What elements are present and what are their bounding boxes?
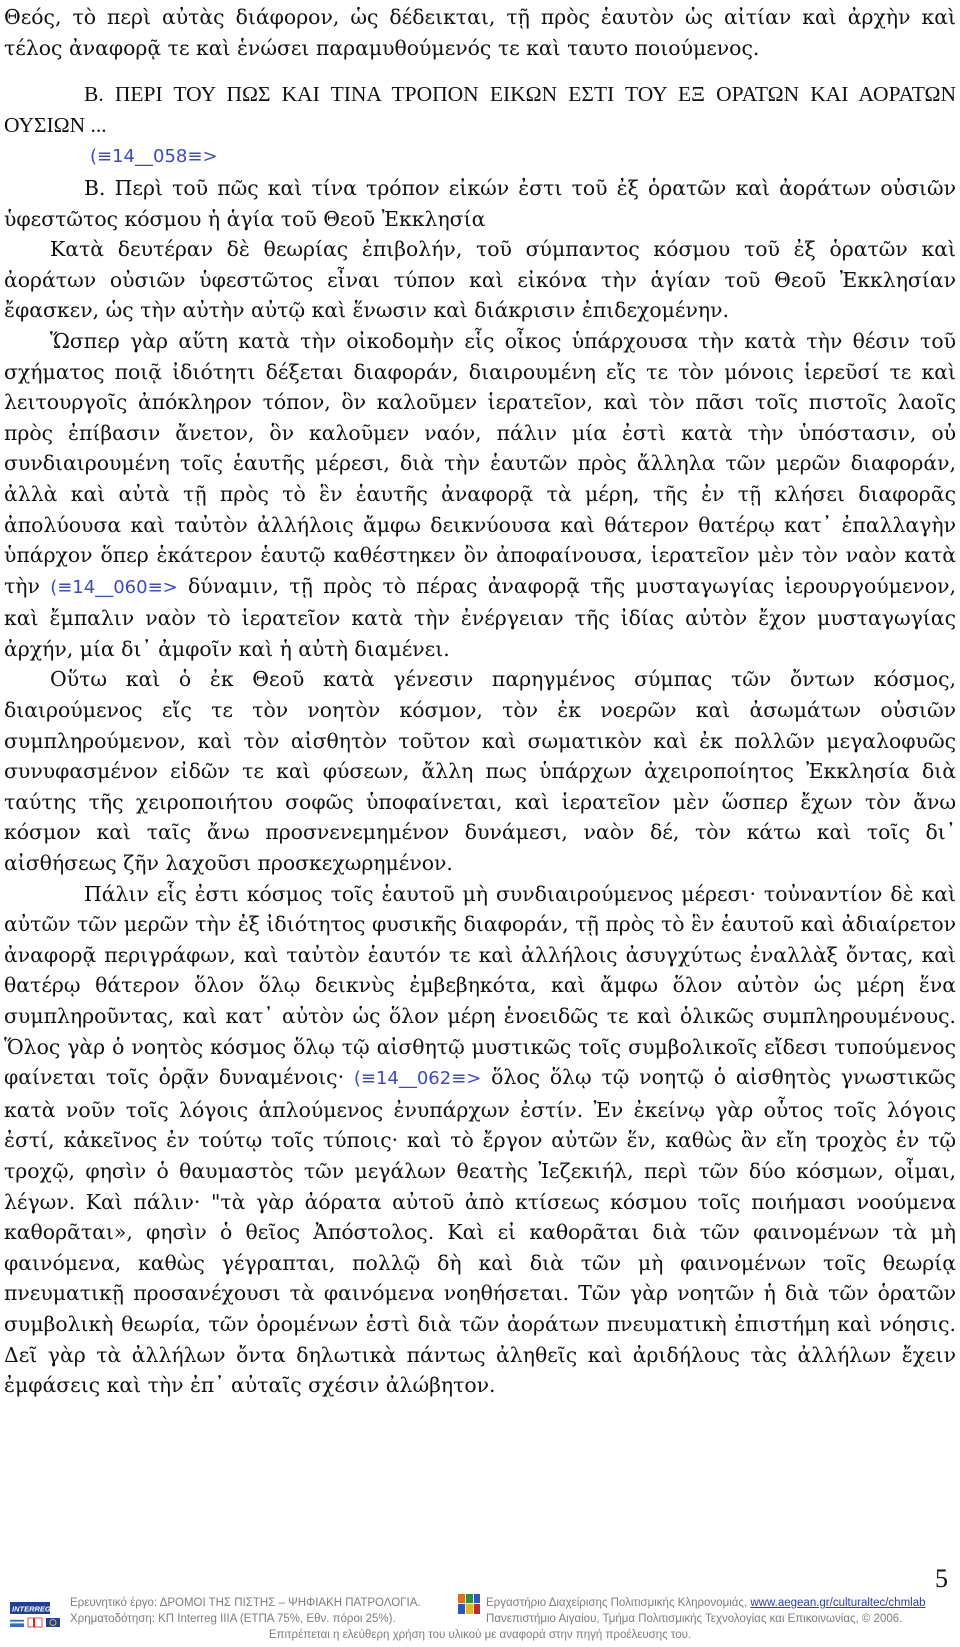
paragraph-osper [4, 326, 956, 665]
document-body [4, 2, 956, 1401]
lab-logo-icon [457, 1593, 481, 1615]
footer-lab-info [486, 1595, 926, 1627]
reference-062: (≡14__062≡> [353, 1068, 482, 1090]
paragraph-palin-part1: Πάλιν εἷς ἐστι κόσμος τοῖς ἑαυτοῦ μὴ συνδιαιρούμενος μέρεσι· τοὐναντίον δὲ καὶ αὐτῶν τῶν μερῶν τὴν ἐξ ἰδιότητος φυσικῆς διαφοράν, τῇ πρὸς τὸ ἓν ἑαυτοῦ καὶ ἀδιαίρετον ἀναφορᾷ περιγράφων, καὶ ταὐτὸν ἑαυτόν τε καὶ ἀλλήλοις ἀσυγχύτως ἐναλλὰξ ὄντας, καὶ θατέρῳ θάτερον ὅλον ὅλῳ δεικνὺς ἐμβεβηκότα, καὶ ἄμφω ὅλον αὐτὸν ὡς μέρη ἕνα συμπληροῦντας, καὶ κατ᾽ αὐτὸν ὡς ὅλον μέρη ἑνοειδῶς τε καὶ ὁλικῶς συμπληρουμένους. Ὅλος γὰρ ὁ νοητὸς κόσμος ὅλῳ τῷ αἰσθητῷ μυστικῶς τοῖς συμβολικοῖς εἴδεσι τυπούμενος φαίνεται τοῖς ὁρᾷν δυναμένοις· [4, 881, 956, 1090]
paragraph-palin [4, 879, 956, 1401]
paragraph-osper-part2: δύναμιν, τῇ πρὸς τὸ πέρας ἀναφορᾷ τῆς μυσταγωγίας ἱερουργούμενον, καὶ ἔμπαλιν ναὸν τὸ ἱερατεῖον κατὰ τὴν ἐνέργειαν τῆς ἰδίας αὐτὸν ἔχον μυσταγωγίας ἀρχήν, μία δι᾽ ἀμφοῖν καὶ ἡ αὐτὴ διαμένει. [4, 573, 956, 661]
paragraph-osper-part1: Ὥσπερ γὰρ αὕτη κατὰ τὴν οἰκοδομὴν εἷς οἶκος ὑπάρχουσα τὴν κατὰ τὴν θέσιν τοῦ σχήματος ποιᾷ ἰδιότητι δέξεται διαφοράν, διαιρουμένη εἴς τε τὸν μόνοις ἱερεῦσί τε καὶ λειτουργοῖς ἀπόκληρον τόπον, ὃν καλοῦμεν ἱερατεῖον, καὶ τὸν πᾶσι τοῖς πιστοῖς λαοῖς πρὸς ἐπίβασιν ἄνετον, ὃν καλοῦμεν ναόν, πάλιν μία ἐστὶ κατὰ τὴν ὑπόστασιν, οὐ συνδιαιρουμένη τοῖς ἑαυτῆς μέρεσι, διὰ τὴν ἑαυτῶν πρὸς ἄλληλα τῶν μερῶν διαφοράν, ἀλλὰ καὶ αὐτὰ τῇ πρὸς τὸ ἓν ἑαυτῆς ἀναφορᾷ τὰ μέρη, τῆς ἐν τῇ κλήσει διαφορᾶς ἀπολύουσα καὶ ταὐτὸν ἀλλήλοις ἄμφω δεικνύουσα καὶ θάτερον θατέρῳ κατ᾽ ἐπαλλαγὴν ὑπάρχον ὅπερ ἑκάτερον ἑαυτῷ καθέστηκεν ὂν ἀποφαίνουσα, ἱερατεῖον μὲν τὸν ναὸν κατὰ τὴν [4, 328, 956, 598]
interreg-logo-text: INTERREG III [12, 1604, 60, 1614]
paragraph-intro: Θεός, τὸ περὶ αὐτὰς διάφορον, ὡς δέδεικται, τῇ πρὸς ἑαυτὸν ὡς αἰτίαν καὶ ἀρχὴν καὶ τέλος ἀναφορᾷ τε καὶ ἑνώσει παραμυθούμενός τε καὶ ταυτο ποιούμενος. [4, 5, 956, 60]
footer-lab-name: Εργαστήριο Διαχείρισης Πολιτισμικής Κληρονομιάς, [486, 1597, 748, 1609]
section-title: Β. Περὶ τοῦ πῶς καὶ τίνα τρόπον εἰκών ἐστι τοῦ ἐξ ὁρατῶν καὶ ἀοράτων οὐσιῶν ὑφεστῶτος κόσμου ἡ ἁγία τοῦ Θεοῦ Ἐκκλησία [4, 175, 956, 231]
footer-usage-notice: Επιτρέπεται η ελεύθερη χρήση του υλικού με αναφορά στην πηγή προέλευσης του. [268, 1629, 692, 1641]
paragraph-kata: Κατὰ δευτέραν δὲ θεωρίας ἐπιβολήν, τοῦ σύμπαντος κόσμου τοῦ ἐξ ὁρατῶν καὶ ἀοράτων οὐσιῶν ὑφεστῶτος εἶναι τύπον καὶ εἰκόνα τὴν ἁγίαν τοῦ Θεοῦ Ἐκκλησίαν ἔφασκεν, ὡς τὴν αὐτὴν αὐτῷ καὶ ἕνωσιν καὶ διάκρισιν ἐπιδεχομένην. [4, 237, 956, 323]
paragraph-palin-part2: ὅλος ὅλῳ τῷ νοητῷ ὁ αἰσθητὸς γνωστικῶς κατὰ νοῦν τοῖς λόγοις ἁπλούμενος ἐνυπάρχων ἐστίν. Ἐν ἐκείνῳ γὰρ οὗτος τοῖς λόγοις ἐστί, κἀκεῖνος ἐν τούτῳ τοῖς τύποις· καὶ τὸ ἔργον αὐτῶν ἕν, καθὼς ἂν εἴη τροχὸς ἐν τῷ τροχῷ, φησὶν ὁ θαυμαστὸς τῶν μεγάλων θεατὴς Ἰεζεκιήλ, περὶ τῶν δύο κόσμων, οἶμαι, λέγων. Καὶ πάλιν· "τὰ γὰρ ἀόρατα αὐτοῦ ἀπὸ κτίσεως κόσμου τοῖς ποιήμασι νοούμενα καθορᾶται», φησὶν ὁ θεῖος Ἀπόστολος. Καὶ εἰ καθορᾶται διὰ τῶν φαινομένων τὰ μὴ φαινόμενα, καθὼς γέγραπται, πολλῷ δὴ καὶ διὰ τῶν μὴ φαινομένων τοῖς θεωρίᾳ πνευματικῇ προσανέχουσι τὰ φαινόμενα νοηθήσεται. Τῶν γὰρ νοητῶν ἡ διὰ τῶν ὁρατῶν συμβολικὴ θεωρία, τῶν ὁρομένων ἐστὶ διὰ τῶν ἀοράτων πνευματικὴ ἐπιστήμη καὶ νόησις. Δεῖ γὰρ τὰ ἀλλήλων ὄντα δηλωτικὰ πάντως ἀληθεῖς καὶ ἀριδήλους τὰς ἀλλήλων ἔχειν ἐμφάσεις καὶ τὴν ἐπ᾽ αὐταῖς σχέσιν ἀλώβητον. [4, 1065, 956, 1398]
footer-funding-line: Χρηματοδότηση: ΚΠ Interreg IIIA (ΕΤΠΑ 75%, Εθν. πόροι 25%). [70, 1613, 396, 1625]
page-footer [0, 1590, 960, 1647]
reference-060: (≡14__060≡> [50, 576, 178, 598]
page-number: 5 [935, 1564, 948, 1593]
footer-university-line: Πανεπιστήμιο Αιγαίου, Τμήμα Πολιτισμικής Τεχνολογίας και Επικοινωνίας, © 2006. [486, 1613, 903, 1625]
section-heading-caps: Β. ΠΕΡΙ ΤΟΥ ΠΩΣ ΚΑΙ ΤΙΝΑ ΤΡΟΠΟΝ ΕΙΚΩΝ ΕΣΤΙ ΤΟΥ ΕΞ ΟΡΑΤΩΝ ΚΑΙ ΑΟΡΑΤΩΝ ΟΥΣΙΩΝ ... [4, 82, 956, 137]
footer-project-info [70, 1595, 421, 1627]
footer-lab-line [486, 1595, 926, 1611]
lab-website-link[interactable]: www.aegean.gr/culturaltec/chmlab [750, 1597, 926, 1609]
reference-marker-058 [4, 140, 956, 173]
footer-project-line: Ερευνητικό έργο: ΔΡΟΜΟΙ ΤΗΣ ΠΙΣΤΗΣ – ΨΗΦΙΑΚΗ ΠΑΤΡΟΛΟΓΙΑ. [70, 1597, 421, 1609]
reference-058: (≡14__058≡> [90, 146, 218, 168]
paragraph-houto: Οὕτω καὶ ὁ ἐκ Θεοῦ κατὰ γένεσιν παρηγμένος σύμπας τῶν ὄντων κόσμος, διαιρούμενος εἴς τε τὸν νοητὸν κόσμον, τὸν ἐκ νοερῶν καὶ ἀσωμάτων οὐσιῶν συμπληρούμενον, καὶ τὸν αἰσθητὸν τοῦτον καὶ σωματικὸν καὶ ἐκ πολλῶν μεγαλοφυῶς συνυφασμένον εἰδῶν τε καὶ φύσεων, ἄλλη πως ὑπάρχων ἀχειροποίητος Ἐκκλησία διὰ ταύτης τῆς χειροποιήτου σοφῶς ὑποφαίνεται, καὶ ἱερατεῖον μὲν ὥσπερ ἔχων τὸν ἄνω κόσμον καὶ ταῖς ἄνω προσνενεμημένον δυνάμεσι, ναὸν δέ, τὸν κάτω καὶ τοῖς δι᾽ αἰσθήσεως ζῆν λαχοῦσι προσκεχωρημένον. [4, 667, 956, 876]
